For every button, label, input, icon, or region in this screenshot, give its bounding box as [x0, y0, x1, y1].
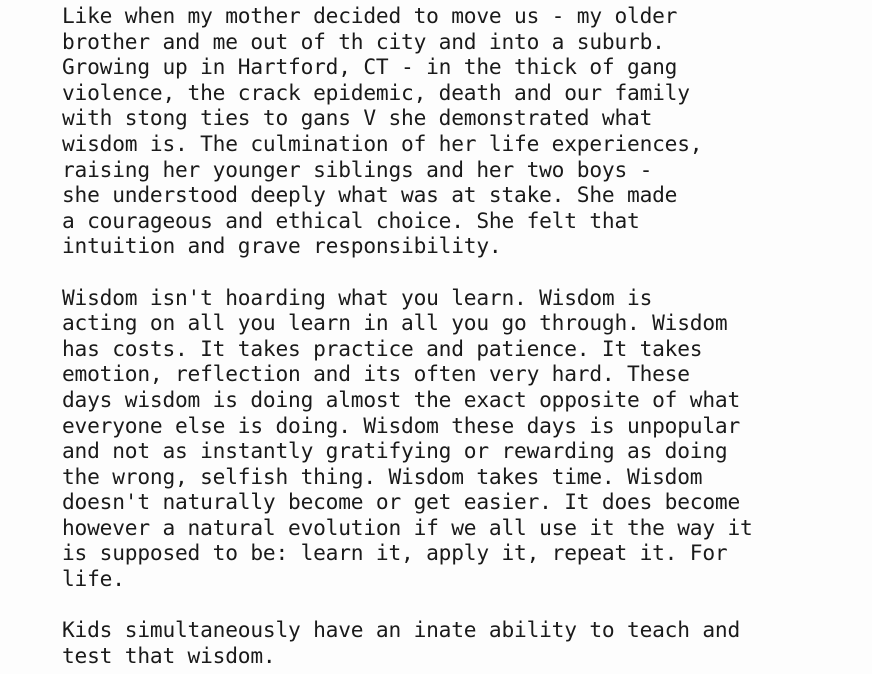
text-line: wisdom is. The culmination of her life experiences,	[62, 130, 703, 156]
text-line: everyone else is doing. Wisdom these days is unpopular	[62, 412, 741, 438]
text-line: Like when my mother decided to move us - my older	[62, 3, 678, 28]
paragraph-kids	[62, 617, 862, 668]
text-line: raising her younger siblings and her two boys -	[62, 156, 653, 182]
text-line: she understood deeply what was at stake. She made	[62, 182, 678, 208]
text-line: Kids simultaneously have an inate ability to teach and	[62, 617, 741, 643]
text-line: with stong ties to gans V she demonstrated what	[62, 105, 653, 131]
text-line: is supposed to be: learn it, apply it, repeat it. For	[62, 540, 728, 566]
text-line: however a natural evolution if we all use it the way it	[62, 514, 753, 540]
text-line: emotion, reflection and its often very hard. These	[62, 361, 690, 387]
text-line: the wrong, selfish thing. Wisdom takes time. Wisdom	[62, 463, 703, 489]
text-line: doesn't naturally become or get easier. It does become	[62, 489, 741, 515]
text-line: a courageous and ethical choice. She felt that	[62, 207, 640, 233]
text-line: Wisdom isn't hoarding what you learn. Wisdom is	[62, 284, 653, 310]
text-line: days wisdom is doing almost the exact opposite of what	[62, 386, 741, 412]
text-line: violence, the crack epidemic, death and our family	[62, 79, 690, 105]
paragraph-mother-move	[62, 3, 862, 259]
text-line: Growing up in Hartford, CT - in the thick of gang	[62, 54, 678, 80]
text-line: intuition and grave responsibility.	[62, 233, 502, 259]
paragraph-spacer	[62, 592, 862, 618]
text-line: acting on all you learn in all you go through. Wisdom	[62, 310, 728, 336]
paragraph-spacer	[62, 259, 862, 285]
paragraph-wisdom	[62, 285, 862, 592]
text-line: brother and me out of th city and into a suburb.	[62, 28, 665, 54]
text-line: life.	[62, 566, 125, 592]
text-line: has costs. It takes practice and patience. It takes	[62, 335, 703, 361]
text-line: and not as instantly gratifying or rewarding as doing	[62, 438, 728, 464]
typed-text-body	[62, 3, 862, 668]
text-line: test that wisdom.	[62, 642, 276, 668]
